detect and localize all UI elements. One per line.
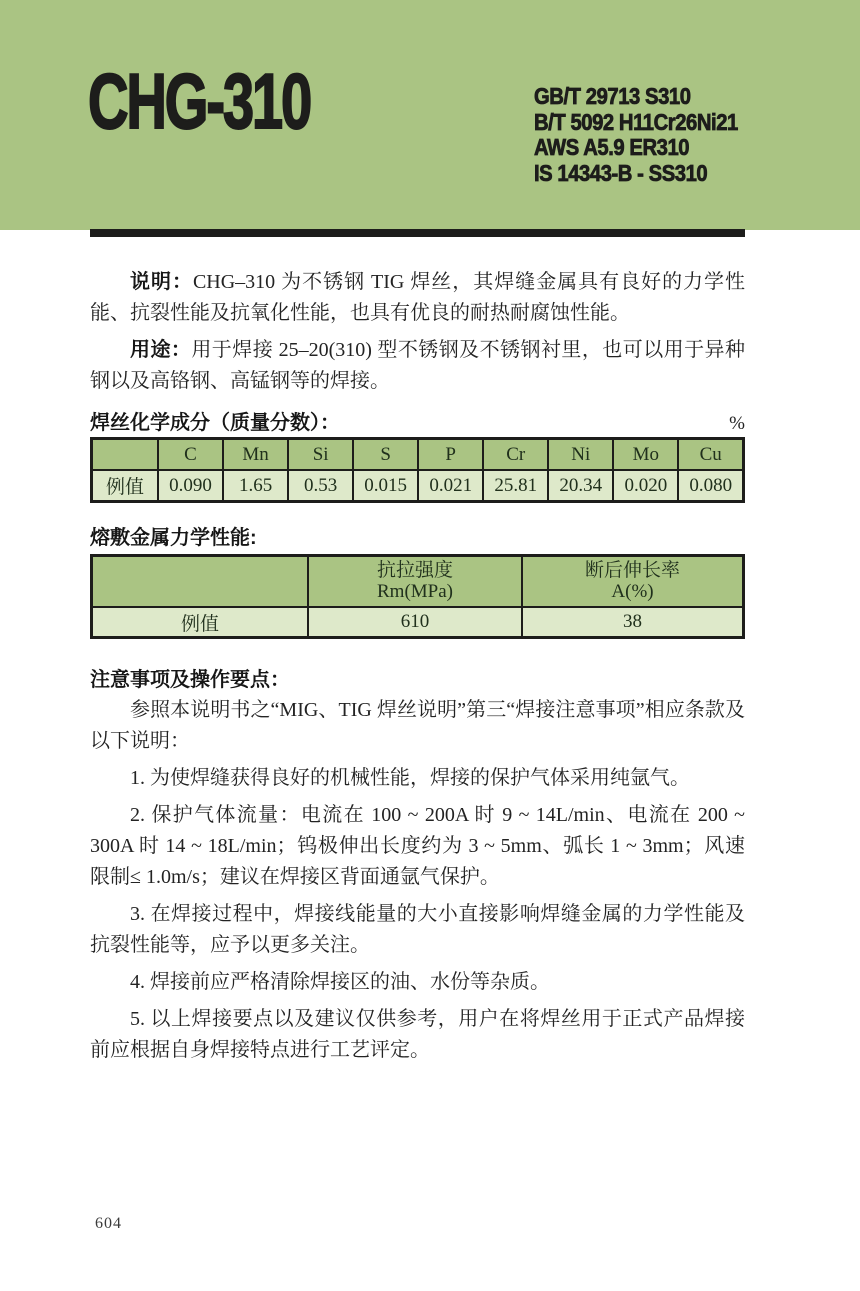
composition-col-header: Cr — [483, 439, 548, 471]
page-number: 604 — [95, 1215, 122, 1232]
description-text: CHG–310 为不锈钢 TIG 焊丝，其焊缝金属具有良好的力学性能、抗裂性能及抗氧化性能，也具有优良的耐热耐腐蚀性能。 — [90, 271, 746, 324]
composition-col-header: C — [158, 439, 223, 471]
standards-list — [534, 84, 738, 186]
description-label: 说明： — [130, 271, 193, 293]
header-band — [0, 0, 860, 230]
composition-value: 0.021 — [418, 470, 483, 502]
mechanical-table — [90, 554, 745, 639]
composition-value: 0.090 — [158, 470, 223, 502]
usage-paragraph — [90, 335, 745, 397]
composition-header-row — [92, 439, 744, 471]
mechanical-value-row — [92, 607, 744, 638]
composition-table-unit: % — [729, 413, 745, 434]
composition-value: 0.53 — [288, 470, 353, 502]
elongation-label: 断后伸长率 — [584, 560, 680, 581]
mechanical-value: 610 — [308, 607, 522, 638]
composition-value: 20.34 — [548, 470, 613, 502]
composition-table-title: 焊丝化学成分（质量分数）： — [90, 412, 340, 434]
standard-line: IS 14343-B - SS310 — [534, 159, 708, 186]
note-item: 1. 为使焊缝获得良好的机械性能，焊接的保护气体采用纯氩气。 — [130, 767, 690, 789]
composition-value: 1.65 — [223, 470, 288, 502]
tensile-strength-symbol: Rm(MPa) — [377, 581, 453, 602]
composition-value: 0.080 — [678, 470, 743, 502]
composition-col-header: Cu — [678, 439, 743, 471]
mechanical-table-title: 熔敷金属力学性能: — [90, 527, 257, 549]
composition-value: 0.020 — [613, 470, 678, 502]
note-item: 5. 以上焊接要点以及建议仅供参考，用户在将焊丝用于正式产品焊接前应根据自身焊接特点进行工艺评定。 — [90, 1008, 745, 1061]
composition-col-header: P — [418, 439, 483, 471]
tensile-strength-label: 抗拉强度 — [376, 560, 453, 581]
description-paragraph — [90, 267, 745, 329]
composition-col-header: Ni — [548, 439, 613, 471]
composition-col-header: S — [353, 439, 418, 471]
composition-value: 0.015 — [353, 470, 418, 502]
composition-col-header: Mo — [613, 439, 678, 471]
notes-intro: 参照本说明书之“MIG、TIG 焊丝说明”第三“焊接注意事项”相应条款及以下说明： — [90, 699, 745, 752]
standard-line: GB/T 29713 S310 — [534, 83, 691, 109]
mechanical-row-label: 例值 — [92, 607, 309, 638]
mechanical-value: 38 — [522, 607, 744, 638]
composition-row-label: 例值 — [92, 470, 159, 502]
main-content — [90, 267, 745, 1066]
note-item: 3. 在焊接过程中，焊接线能量的大小直接影响焊缝金属的力学性能及抗裂性能等，应予以更多关注。 — [90, 903, 745, 956]
composition-col-header: Mn — [223, 439, 288, 471]
usage-label: 用途： — [130, 339, 192, 361]
composition-value-row — [92, 470, 744, 502]
elongation-symbol: A(%) — [611, 581, 654, 602]
composition-corner-cell — [92, 439, 159, 471]
composition-table — [90, 437, 745, 503]
note-item: 2. 保护气体流量：电流在 100 ~ 200A 时 9 ~ 14L/min、电流在 200 ~ 300A 时 14 ~ 18L/min；钨极伸出长度约为 3 ~ 5mm、弧长 1 ~ 3mm；风速限制≤ 1.0m/s；建议在焊接区背面通氩气保护。 — [90, 804, 745, 888]
mechanical-corner-cell — [92, 556, 309, 608]
standard-line: B/T 5092 H11Cr26Ni21 — [534, 108, 738, 135]
composition-col-header: Si — [288, 439, 353, 471]
note-item: 4. 焊接前应严格清除焊接区的油、水份等杂质。 — [130, 971, 550, 993]
mechanical-col-header — [522, 556, 744, 608]
usage-text: 用于焊接 25–20(310) 型不锈钢及不锈钢衬里，也可以用于异种钢以及高铬钢、高锰钢等的焊接。 — [90, 339, 746, 392]
divider-bar — [90, 229, 745, 237]
mechanical-header-row — [92, 556, 744, 608]
mechanical-col-header — [308, 556, 522, 608]
notes-heading: 注意事项及操作要点： — [90, 669, 290, 691]
composition-value: 25.81 — [483, 470, 548, 502]
composition-table-titlebar — [90, 407, 745, 437]
standard-line: AWS A5.9 ER310 — [534, 134, 690, 160]
product-title: CHG-310 — [88, 57, 311, 145]
